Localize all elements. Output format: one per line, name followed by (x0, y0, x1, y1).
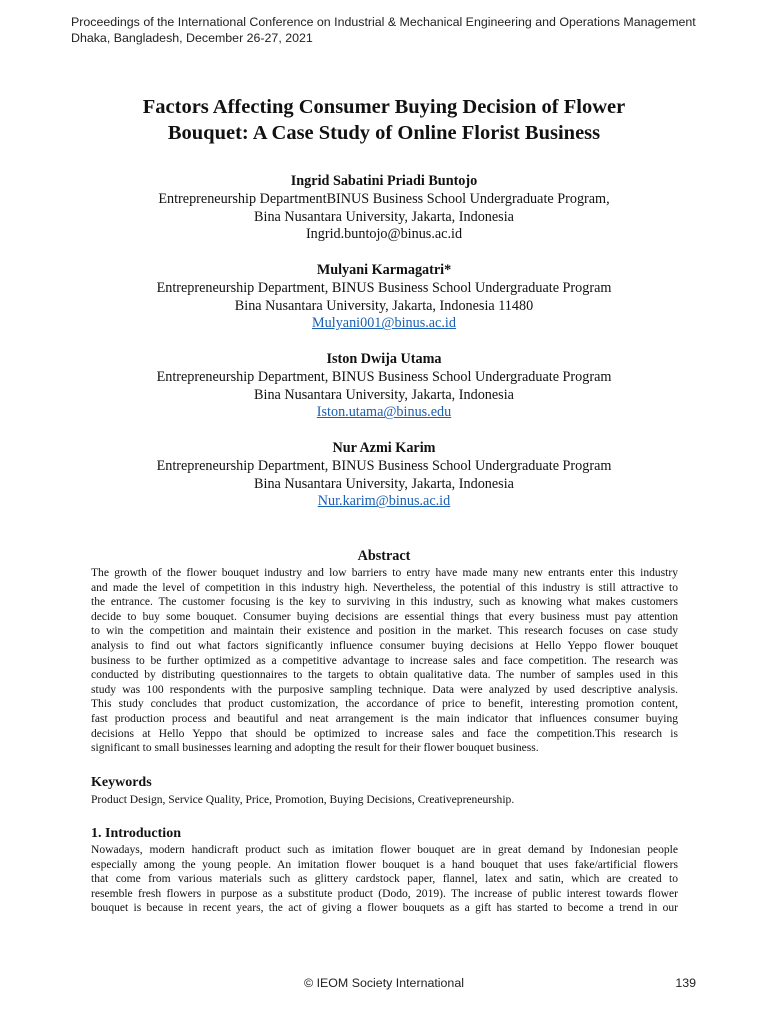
abstract-line: study was 100 respondents with the purposive sampling technique. Data were analyzed by used descriptive analysis. (91, 683, 678, 696)
paper-title (40, 94, 728, 146)
header-conference-line: Proceedings of the International Conference on Industrial & Mechanical Engineering and Operations Management (71, 15, 696, 29)
author-block (60, 173, 708, 244)
author-block (60, 262, 708, 333)
author-block (60, 351, 708, 422)
author-email-link[interactable]: Iston.utama@binus.edu (316, 404, 452, 421)
page-number: 139 (675, 976, 696, 990)
author-affiliation: Entrepreneurship Department, BINUS Business School Undergraduate Program (156, 279, 612, 296)
abstract-line: decisions at Hello Yeppo that should be optimized to increase sales and face the competition.This research is (91, 727, 678, 740)
author-name: Iston Dwija Utama (326, 351, 442, 367)
author-affiliation: Entrepreneurship DepartmentBINUS Business School Undergraduate Program, (158, 190, 610, 207)
introduction-text (91, 843, 678, 916)
abstract-line: significant to small businesses learning and adopting the result for their flower bouquet business. (91, 742, 539, 755)
author-affiliation: Bina Nusantara University, Jakarta, Indonesia (254, 208, 514, 225)
abstract-line: fast production process and beautiful and neat arrangement is the main indicator that influences consumer buying (91, 712, 678, 725)
abstract-line: The growth of the flower bouquet industry and low barriers to entry have made many new entrants enter this industry (91, 567, 678, 579)
author-name: Ingrid Sabatini Priadi Buntojo (290, 173, 478, 189)
author-affiliation: Bina Nusantara University, Jakarta, Indonesia 11480 (234, 297, 534, 314)
paper-title-line-2: Bouquet: A Case Study of Online Florist Business (167, 122, 601, 144)
author-affiliation: Bina Nusantara University, Jakarta, Indonesia (254, 475, 514, 492)
introduction-line: resemble fresh flowers in purpose as a substitute product (Dodo, 2019). The increase of public interest towards flower (91, 887, 678, 900)
running-header (71, 14, 731, 46)
abstract-line: and made the level of competition in this industry high. Nevertheless, the potential of this industry is still attractive to (91, 581, 678, 594)
introduction-line: especially among the young people. An imitation flower bouquet is a hand bouquet that uses fake/artificial flowers (91, 858, 678, 871)
abstract-line: analysis to find out what factors significantly influence consumer buying decisions at Hello Yeppo flower bouquet (91, 639, 678, 652)
keywords-text: Product Design, Service Quality, Price, Promotion, Buying Decisions, Creativepreneurship. (91, 794, 515, 806)
keywords-heading: Keywords (91, 775, 152, 790)
introduction-line: Nowadays, modern handicraft product such as imitation flower bouquet are in great demand by Indonesian people (91, 844, 678, 856)
author-block (60, 440, 708, 511)
abstract-line: decide to buy some bouquet. Consumer buying decisions are essential things that every business must pay attention (91, 610, 678, 623)
author-affiliation: Bina Nusantara University, Jakarta, Indonesia (254, 386, 514, 403)
footer-copyright: © IEOM Society International (304, 976, 464, 990)
author-email-link[interactable]: Nur.karim@binus.ac.id (317, 493, 451, 510)
author-name: Mulyani Karmagatri* (316, 262, 452, 278)
header-location-line: Dhaka, Bangladesh, December 26-27, 2021 (71, 31, 313, 45)
abstract-line: the entrance. The customer focusing is the key to surviving in this industry, such as knowing what makes customers (91, 596, 678, 609)
author-email: Ingrid.buntojo@binus.ac.id (305, 226, 463, 243)
abstract-line: conducted by distributing questionnaires to the targets to obtain qualitative data. The number of samples used in this (91, 669, 678, 682)
introduction-line: that come from various materials such as glittery cardstock paper, flannel, latex and satin, which are created to (91, 873, 678, 886)
author-affiliation: Entrepreneurship Department, BINUS Business School Undergraduate Program (156, 368, 612, 385)
abstract-line: to win the competition and maintain their existence and position in the market. This research focuses on case study (91, 625, 678, 638)
author-email-link[interactable]: Mulyani001@binus.ac.id (312, 315, 456, 332)
abstract-line: This study concludes that product customization, the accordance of price to benefit, interesting promotion content, (91, 698, 678, 711)
abstract-text (91, 566, 678, 756)
author-affiliation: Entrepreneurship Department, BINUS Business School Undergraduate Program (156, 457, 612, 474)
abstract-line: business to be further optimized as a competitive advantage to increase sales and face competition. The research was (91, 654, 678, 667)
introduction-line: bouquet is because in recent years, the act of giving a flower bouquets as a gift has started to become a trend in our (91, 902, 678, 915)
paper-title-line-1: Factors Affecting Consumer Buying Decision of Flower (142, 96, 626, 118)
author-name: Nur Azmi Karim (332, 440, 436, 456)
introduction-heading: 1. Introduction (91, 826, 181, 841)
abstract-heading: Abstract (357, 548, 411, 564)
